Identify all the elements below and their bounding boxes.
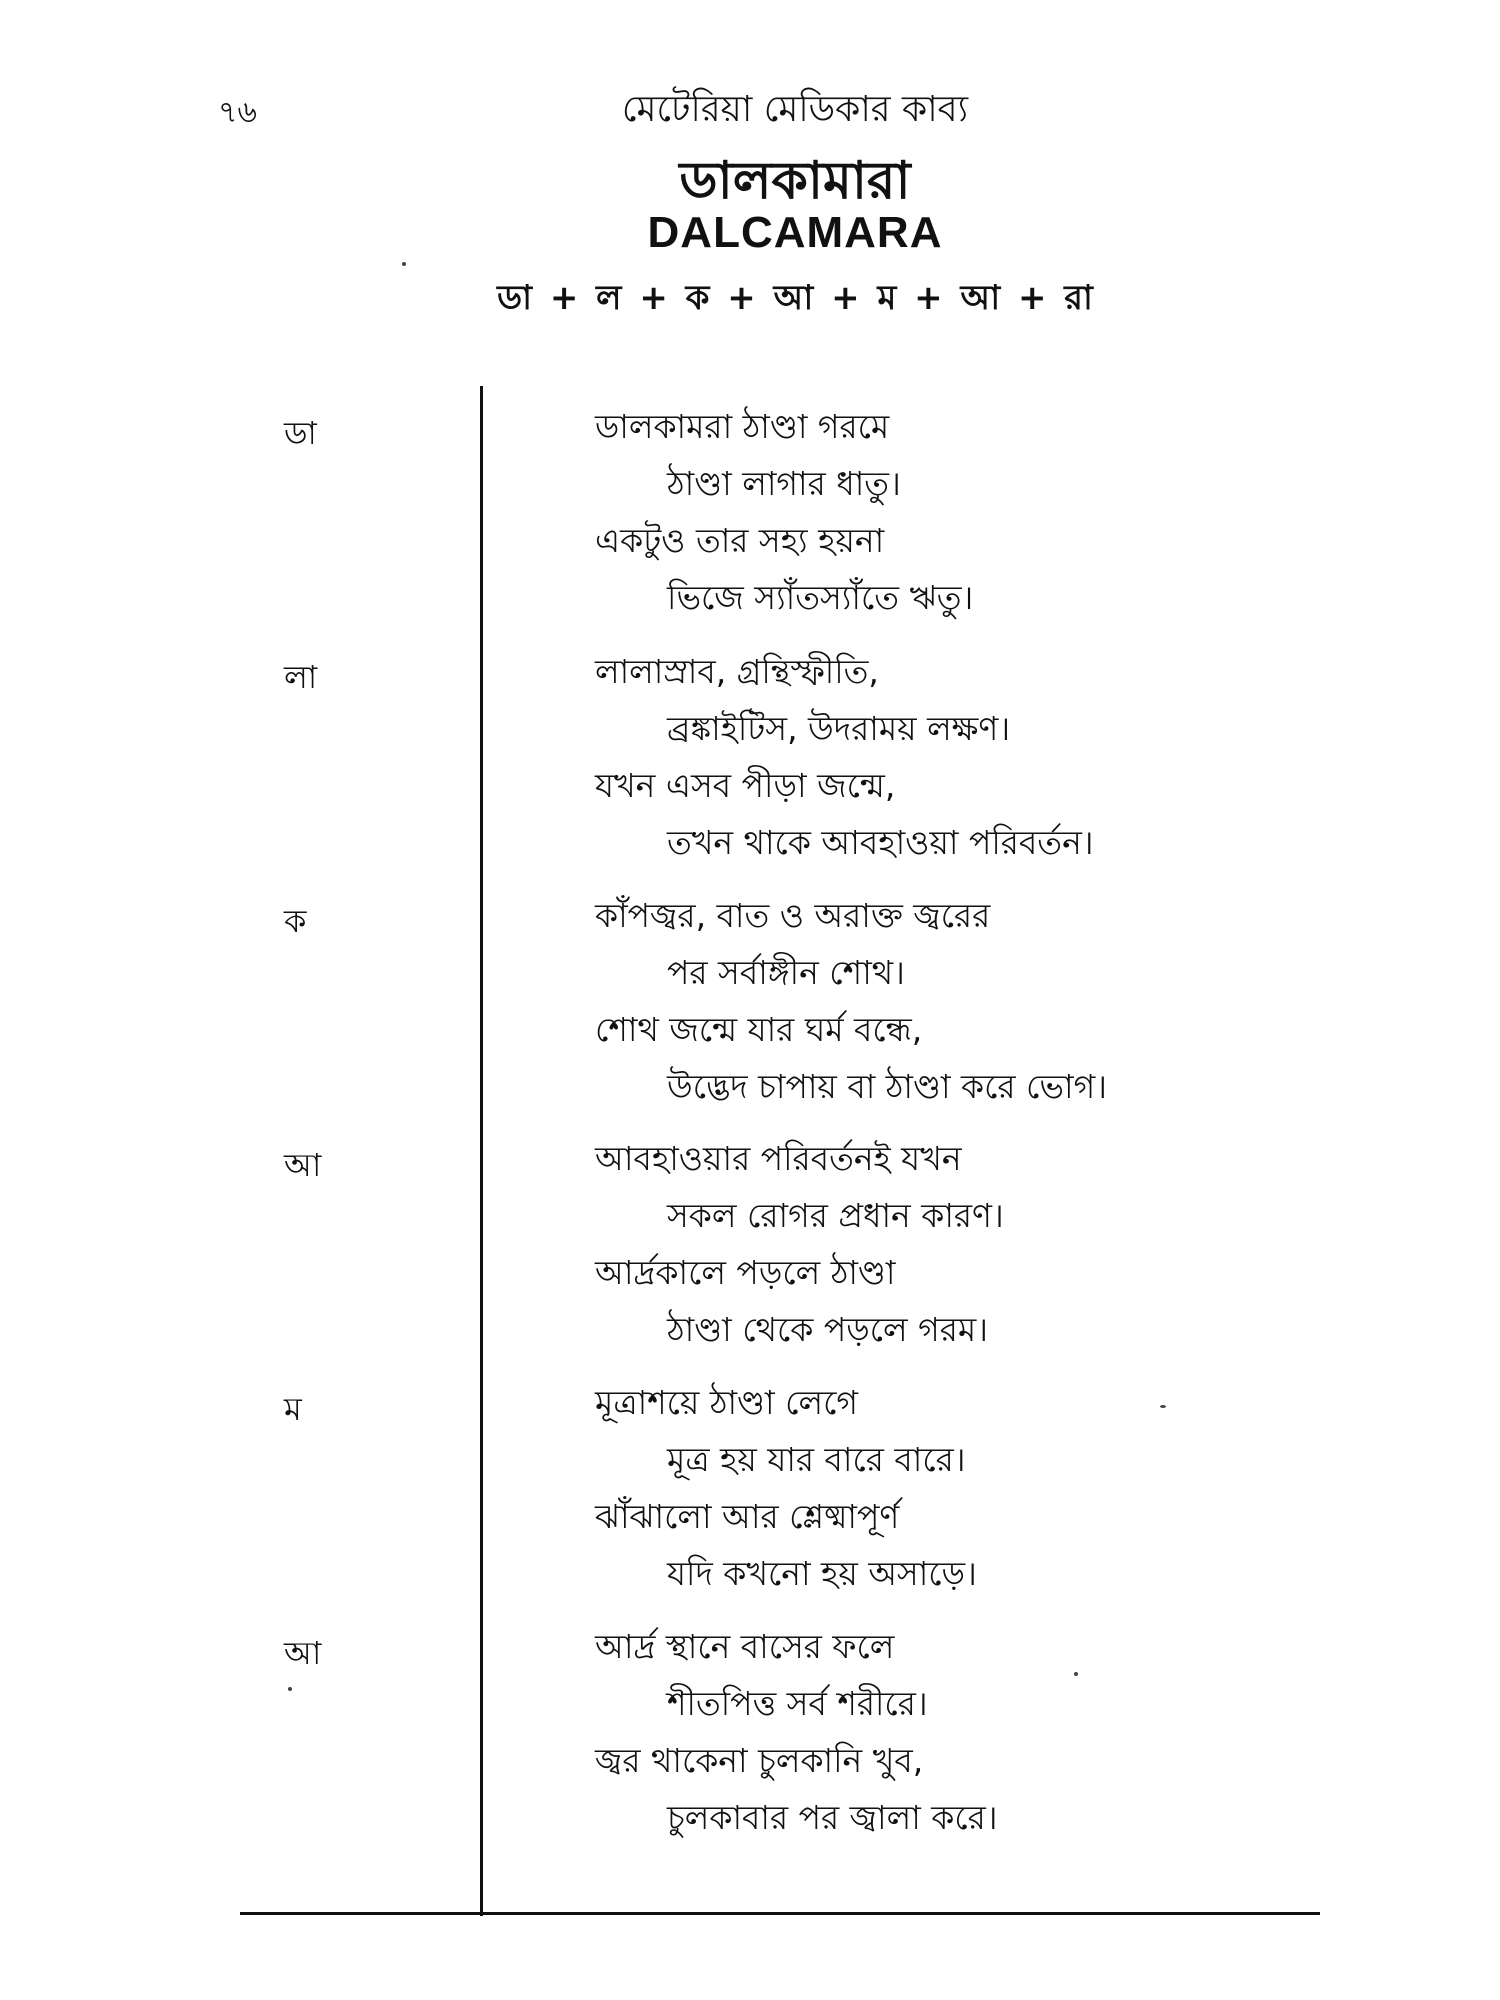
- verse-line: মূত্রাশয়ে ঠাণ্ডা লেগে: [595, 1383, 858, 1422]
- remedy-title-english: DALCAMARA: [647, 208, 943, 257]
- verse-line: আর্দ্রকালে পড়লে ঠাণ্ডা: [595, 1253, 896, 1292]
- verse-line: যদি কখনো হয় অসাড়ে।: [667, 1554, 977, 1593]
- stanza-letter: লা: [284, 658, 318, 696]
- page-number: ৭৬: [218, 95, 258, 130]
- verse-line: লালাস্রাব, গ্রন্থিস্ফীতি,: [595, 652, 879, 691]
- verse-line: চুলকাবার পর জ্বালা করে।: [667, 1798, 998, 1837]
- verse-line: ঠাণ্ডা লাগার ধাতু।: [667, 464, 901, 503]
- verse-line: যখন এসব পীড়া জন্মে,: [595, 766, 896, 805]
- verse-line: আর্দ্র স্থানে বাসের ফলে: [595, 1627, 895, 1666]
- stanza: [595, 1374, 977, 1602]
- stanza-letter: আ: [284, 1634, 322, 1672]
- verse-line: ঝাঁঝালো আর শ্লেষ্মাপূর্ণ: [595, 1497, 900, 1536]
- verse-line: ঠাণ্ডা থেকে পড়লে গরম।: [667, 1310, 989, 1349]
- book-title: মেটেরিয়া মেডিকার কাব্য: [621, 89, 969, 130]
- scan-speck: [1074, 1672, 1078, 1676]
- verse-line: ডালকামরা ঠাণ্ডা গরমে: [595, 407, 890, 446]
- scan-speck: [1160, 1405, 1166, 1408]
- bottom-rule: [240, 1912, 1320, 1915]
- verse-line: ব্রঙ্কাইটিস, উদরাময় লক্ষণ।: [667, 709, 1011, 748]
- stanza: [595, 398, 973, 626]
- letter-breakdown: ডা + ল + ক + আ + ম + আ + রা: [497, 278, 1093, 318]
- stanza-letter: ম: [284, 1390, 302, 1428]
- verse-line: পর সর্বাঙ্গীন শোথ।: [667, 953, 905, 992]
- verse-line: জ্বর থাকেনা চুলকানি খুব,: [595, 1741, 924, 1780]
- verse-line: আবহাওয়ার পরিবর্তনই যখন: [595, 1139, 962, 1178]
- remedy-title-bengali: ডালকামারা: [679, 151, 911, 211]
- stanza-letter: ডা: [284, 414, 317, 452]
- verse-line: শোথ জন্মে যার ঘর্ম বন্ধে,: [595, 1010, 923, 1049]
- stanza-letter: ক: [284, 902, 307, 940]
- verse-line: তখন থাকে আবহাওয়া পরিবর্তন।: [667, 823, 1094, 862]
- verse-line: সকল রোগর প্রধান কারণ।: [667, 1196, 1004, 1235]
- verse-line: ভিজে স্যাঁতস্যাঁতে ঋতু।: [667, 578, 974, 617]
- stanza: [595, 1130, 1004, 1358]
- scan-speck: [402, 262, 406, 266]
- verse-line: কাঁপজ্বর, বাত ও অরাক্ত জ্বরের: [595, 896, 991, 935]
- verse-line: একটুও তার সহ্য হয়না: [595, 521, 885, 560]
- verse-line: মূত্র হয় যার বারে বারে।: [667, 1440, 966, 1479]
- verse-line: উদ্ভেদ চাপায় বা ঠাণ্ডা করে ভোগ।: [667, 1067, 1107, 1106]
- scan-speck: [288, 1687, 292, 1691]
- stanza-letter: আ: [284, 1146, 322, 1184]
- stanza: [595, 643, 1094, 871]
- stanza: [595, 1618, 998, 1846]
- column-divider: [480, 386, 483, 1916]
- stanza: [595, 887, 1107, 1115]
- verse-line: শীতপিত্ত সর্ব শরীরে।: [667, 1684, 928, 1723]
